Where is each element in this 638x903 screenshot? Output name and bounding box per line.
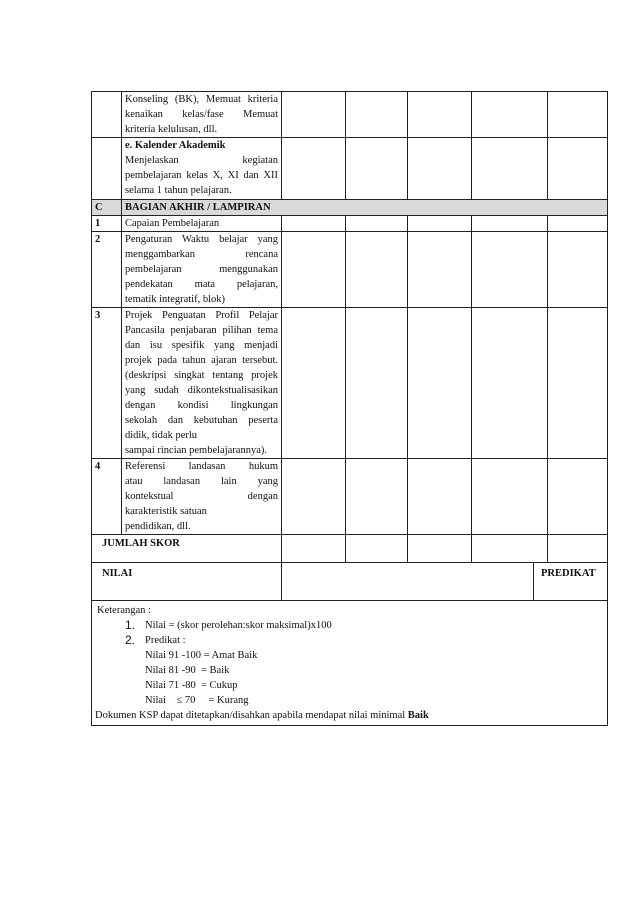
notes-row xyxy=(92,601,608,726)
grade-line: Nilai ≤ 70 = Kurang xyxy=(145,695,249,706)
section-header xyxy=(92,200,608,216)
row-description: Projek Penguatan Profil Pelajar Pancasila penjabaran pilihan tema dan isu spesifik yang menjadi projek pada tahun ajaran tersebut. (deskripsi singkat tentang projek yang sudah dikontekstualisasikan dengan kondisi lingkungan sekolah dan kebutuhan peserta didik, tidak perlu sampai rincian pembelajarannya). xyxy=(122,308,282,459)
nilai-label: NILAI xyxy=(92,563,282,601)
closing-statement: Dokumen KSP dapat ditetapkan/disahkan apabila mendapat nilai minimal Baik xyxy=(95,710,429,721)
table-row xyxy=(92,216,608,232)
notes-box xyxy=(92,601,608,726)
table-row xyxy=(92,232,608,308)
list-item: 1. Nilai = (skor perolehan:skor maksimal)x100 xyxy=(125,618,332,632)
grade-scale xyxy=(95,648,604,708)
list-item: 2. Predikat : xyxy=(125,633,186,647)
predikat-label: PREDIKAT xyxy=(534,563,608,601)
grade-row xyxy=(92,563,608,601)
grade-line: Nilai 91 -100 = Amat Baik xyxy=(145,650,258,661)
notes-list xyxy=(95,618,604,648)
row-description: Pengaturan Waktu belajar yang menggambarkan rencana pembelajaran menggunakan pendekatan mata pelajaran, tematik integratif, blok) xyxy=(122,232,282,308)
item-number: 4 xyxy=(92,459,122,535)
nilai-value xyxy=(282,563,534,601)
grade-line: Nilai 71 -80 = Cukup xyxy=(145,680,238,691)
item-number: 1 xyxy=(92,216,122,232)
section-title: BAGIAN AKHIR / LAMPIRAN xyxy=(122,200,608,216)
item-number: 2 xyxy=(92,232,122,308)
total-score-label: JUMLAH SKOR xyxy=(92,535,282,563)
section-label: C xyxy=(92,200,122,216)
item-number: 3 xyxy=(92,308,122,459)
notes-title: Keterangan : xyxy=(97,605,151,616)
total-row xyxy=(92,535,608,563)
table-row xyxy=(92,308,608,459)
row-description: e. Kalender Akademik Menjelaskan kegiatan pembelajaran kelas X, XI dan XII selama 1 tahun pelajaran. xyxy=(122,138,282,200)
minimum-grade: Baik xyxy=(407,710,429,721)
table-row xyxy=(92,138,608,200)
assessment-table xyxy=(91,91,608,726)
grade-line: Nilai 81 -90 = Baik xyxy=(145,665,230,676)
row-description: Capaian Pembelajaran xyxy=(122,216,282,232)
table-row xyxy=(92,459,608,535)
row-description: Referensi landasan hukum atau landasan lain yang kontekstual dengan karakteristik satuan pendidikan, dll. xyxy=(122,459,282,535)
row-description: Konseling (BK), Memuat kriteria kenaikan kelas/fase Memuat kriteria kelulusan, dll. xyxy=(122,92,282,138)
table-row xyxy=(92,92,608,138)
